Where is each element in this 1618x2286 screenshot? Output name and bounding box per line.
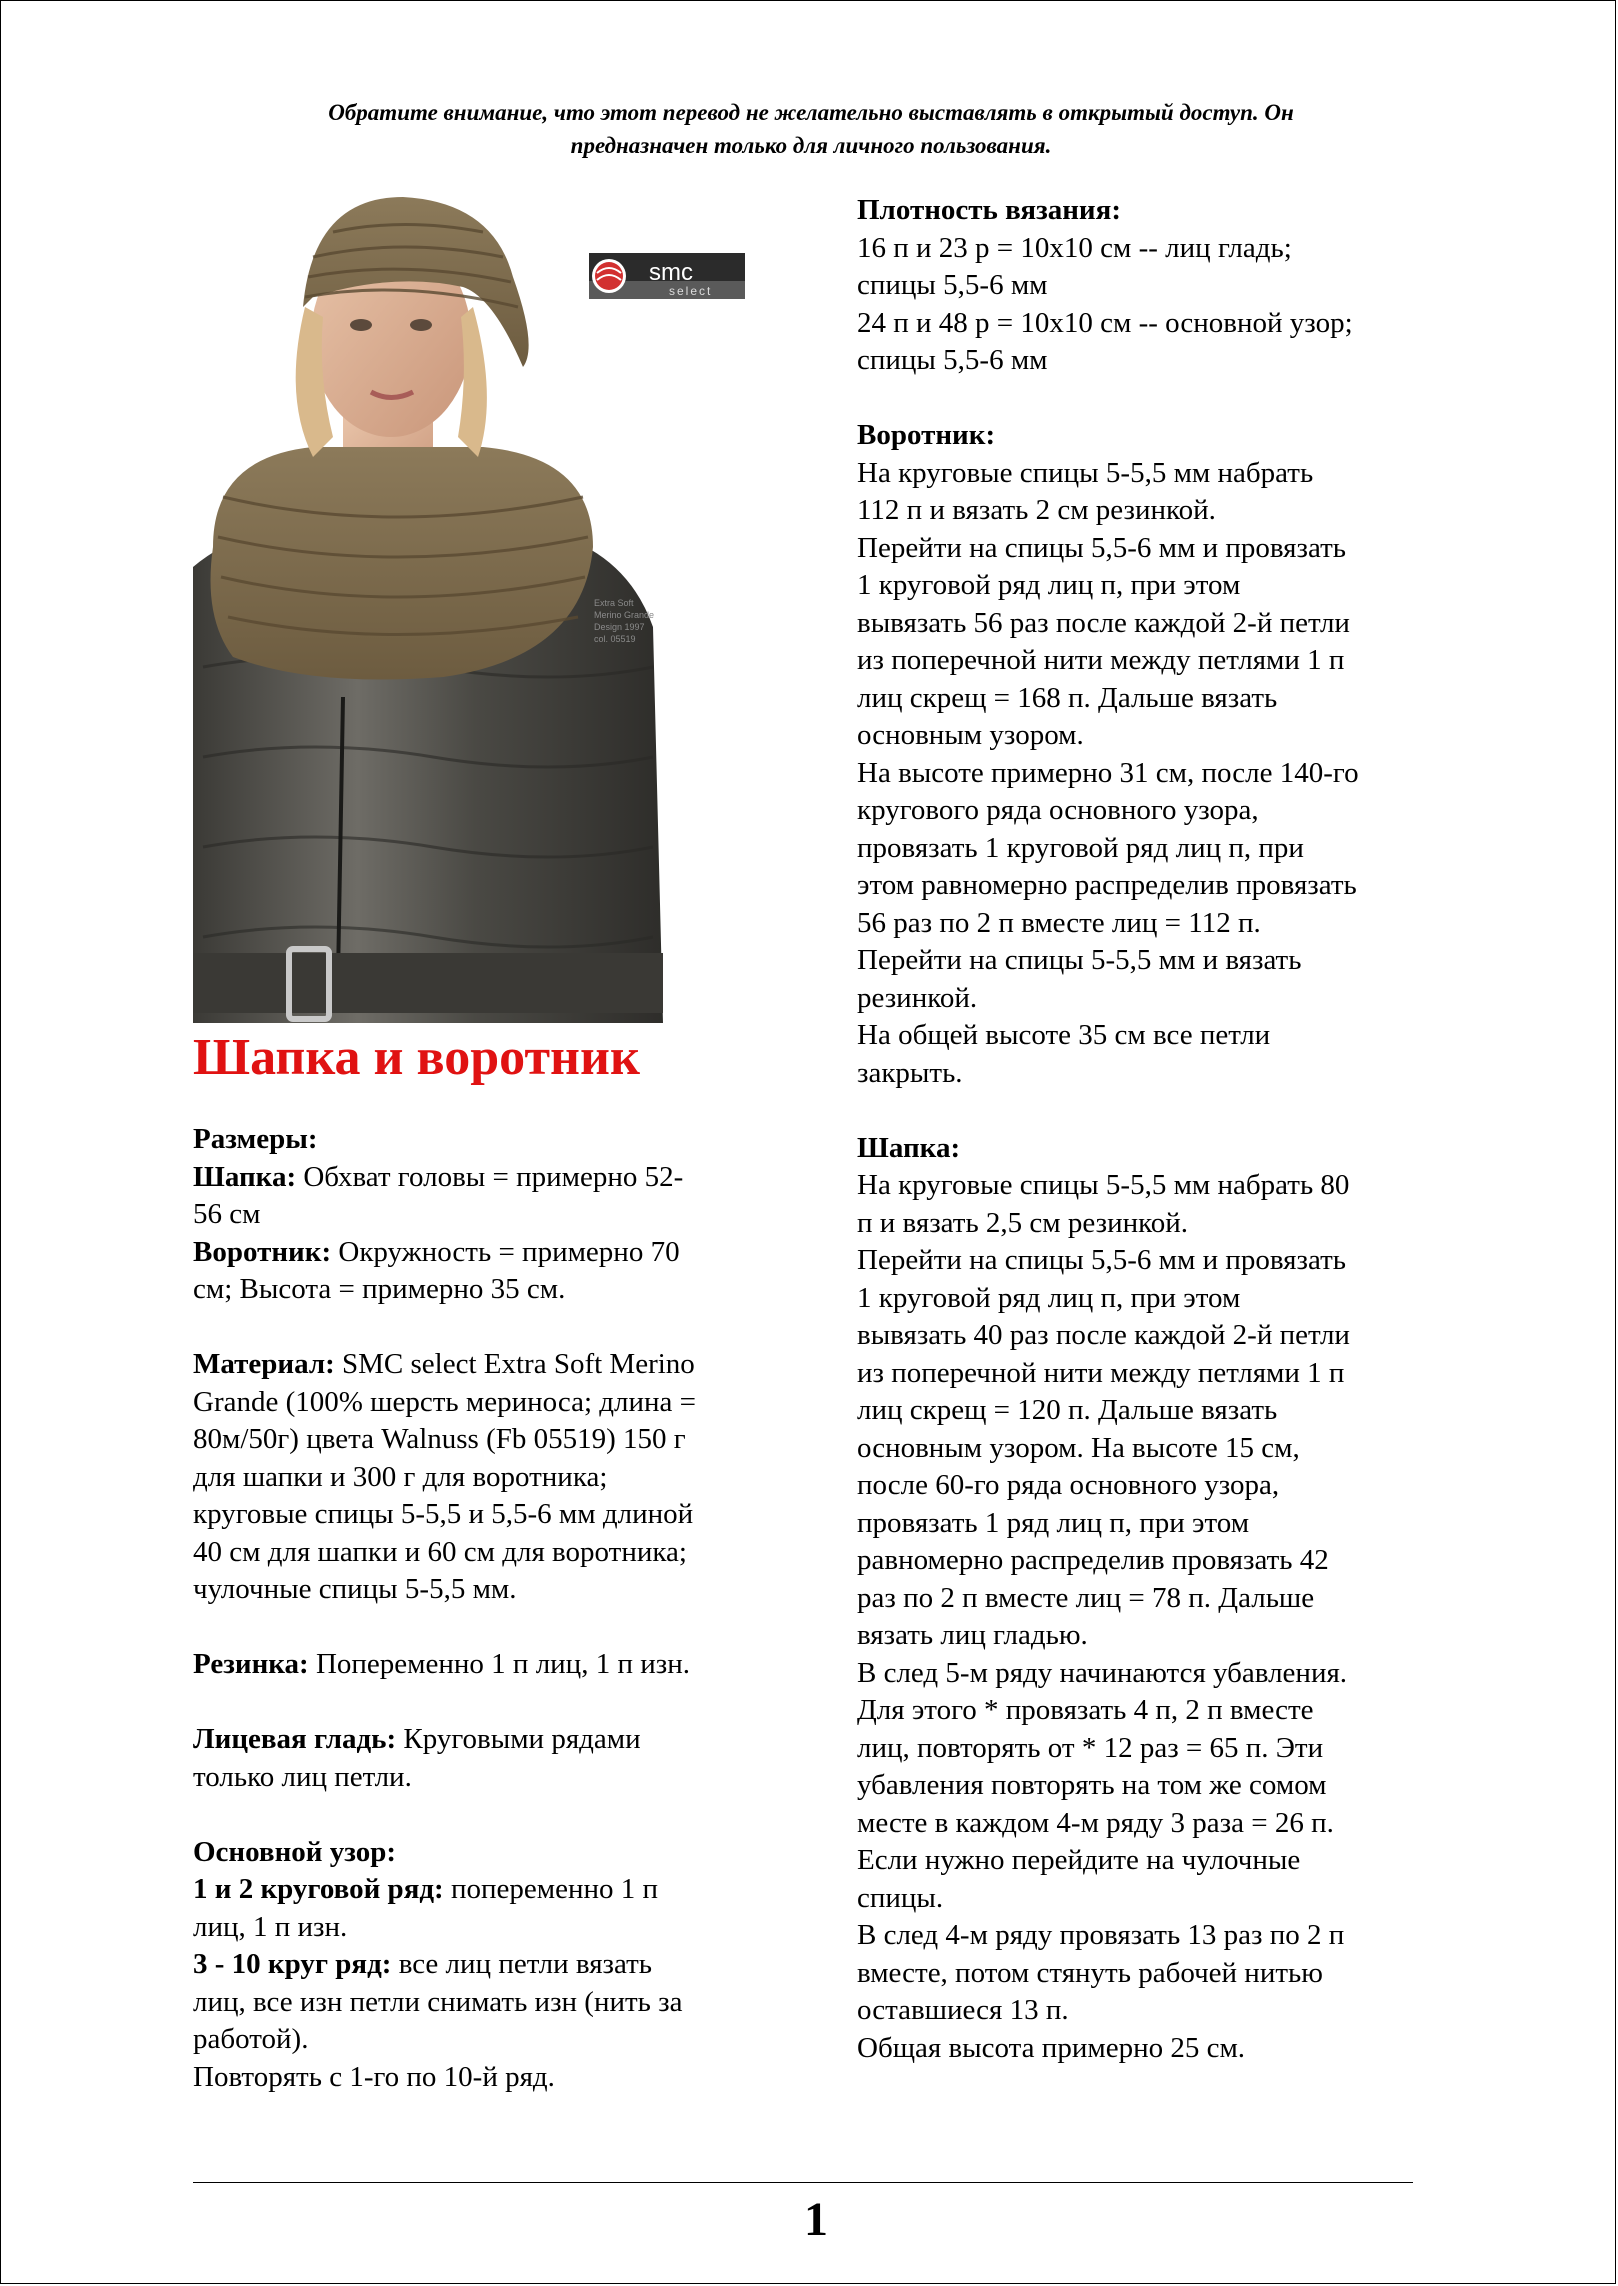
collar-instruction-line: резинкой. — [857, 981, 978, 1014]
caption-line: Merino Grande — [594, 610, 655, 620]
hat-instruction-line: основным узором. На высоте 15 см, — [857, 1431, 1300, 1464]
pattern-repeat: Повторять с 1-го по 10-й ряд. — [193, 2060, 555, 2093]
collar-heading: Воротник: — [857, 419, 996, 451]
collar-instruction-line: Перейти на спицы 5-5,5 мм и вязать — [857, 944, 1302, 976]
collar-instruction-line: этом равномерно распределив провязать — [857, 869, 1357, 901]
gauge-heading: Плотность вязания: — [857, 194, 1121, 226]
hat-instruction-line: Для этого * провязать 4 п, 2 п вместе — [857, 1694, 1314, 1726]
hat-instruction-line: вывязать 40 раз после каждой 2-й петли — [857, 1319, 1350, 1351]
hat-instruction-line: В след 4-м ряду провязать 13 раз по 2 п — [857, 1919, 1345, 1951]
hat-instruction-line: Общая высота примерно 25 см. — [857, 2031, 1246, 2064]
hat-instruction-line: после 60-го ряда основного узора, — [857, 1469, 1280, 1501]
pattern-row-3-10: 3 - 10 круг ряд: все лиц петли вязать — [193, 1948, 653, 1980]
smc-select-logo — [589, 253, 745, 299]
left-column — [193, 1121, 783, 2096]
gauge-line: спицы 5,5-6 мм — [857, 269, 1048, 301]
collar-instruction-line: 56 раз по 2 п вместе лиц = 112 п. — [857, 906, 1261, 939]
sizes-heading: Размеры: — [193, 1123, 318, 1155]
hat-instruction-line: В след 5-м ряду начинаются убавления. — [857, 1656, 1348, 1689]
hat-instruction-line: На круговые спицы 5-5,5 мм набрать 80 — [857, 1169, 1350, 1201]
collar-instruction-line: основным узором. — [857, 719, 1084, 751]
gauge-lines — [857, 230, 1457, 380]
hat-instruction-line: Если нужно перейдите на чулочные — [857, 1844, 1301, 1876]
stockinette-definition-cont: только лиц петли. — [193, 1760, 412, 1793]
hat-instruction-line: провязать 1 ряд лиц п, при этом — [857, 1506, 1250, 1539]
hat-instruction-line: раз по 2 п вместе лиц = 78 п. Дальше — [857, 1581, 1315, 1614]
material-line: 80м/50г) цвета Walnuss (Fb 05519) 150 г — [193, 1423, 686, 1455]
hat-instruction-line: убавления повторять на том же сомом — [857, 1769, 1327, 1801]
right-column — [857, 192, 1457, 2067]
hat-instruction-line: вместе, потом стянуть рабочей нитью — [857, 1956, 1323, 1989]
material-line: для шапки и 300 г для воротника; — [193, 1460, 608, 1493]
collar-instruction-line: лиц скрещ = 168 п. Дальше вязать — [857, 681, 1278, 714]
hat-instruction-line: вязать лиц гладью. — [857, 1619, 1088, 1651]
hat-instruction-line: лиц скрещ = 120 п. Дальше вязать — [857, 1394, 1278, 1426]
hat-size-cont: 56 см — [193, 1198, 261, 1230]
caption-line: Extra Soft — [594, 598, 634, 608]
pattern-heading: Основной узор: — [193, 1835, 397, 1868]
hat-instruction-line: Перейти на спицы 5,5-6 мм и провязать — [857, 1244, 1346, 1276]
caption-line: col. 05519 — [594, 634, 636, 644]
pattern-row-1-2: 1 и 2 круговой ряд: попеременно 1 п — [193, 1873, 659, 1905]
rib-definition: Резинка: Попеременно 1 п лиц, 1 п изн. — [193, 1648, 690, 1680]
hat-instruction-line: из поперечной нити между петлями 1 п — [857, 1356, 1345, 1389]
notice-line-1: Обратите внимание, что этот перевод не желательно выставлять в открытый доступ. Он — [328, 100, 1294, 125]
material-line: чулочные спицы 5-5,5 мм. — [193, 1573, 517, 1605]
page-title: Шапка и воротник — [193, 1029, 640, 1086]
hat-instruction-line: спицы. — [857, 1881, 944, 1914]
collar-instruction-line: На высоте примерно 31 см, после 140-го — [857, 756, 1359, 789]
logo-text: smc — [649, 259, 693, 286]
collar-instruction-line: На круговые спицы 5-5,5 мм набрать — [857, 456, 1314, 489]
gauge-line: 24 п и 48 р = 10х10 см -- основной узор; — [857, 306, 1353, 339]
hat-instruction-line: оставшиеся 13 п. — [857, 1994, 1069, 2026]
collar-instruction-line: вывязать 56 раз после каждой 2-й петли — [857, 606, 1350, 639]
collar-instruction-line: провязать 1 круговой ряд лиц п, при — [857, 831, 1304, 864]
pattern-row-3-10-cont: лиц, все изн петли снимать изн (нить за — [193, 1985, 683, 2018]
material-line: Grande (100% шерсть мериноса; длина = — [193, 1385, 697, 1418]
hat-instruction-line: лиц, повторять от * 12 раз = 65 п. Эти — [857, 1731, 1324, 1764]
hat-instruction-line: п и вязать 2,5 см резинкой. — [857, 1206, 1188, 1239]
gauge-line: 16 п и 23 р = 10х10 см -- лиц гладь; — [857, 231, 1292, 264]
material-line: 40 см для шапки и 60 см для воротника; — [193, 1535, 687, 1568]
footer-divider — [193, 2182, 1413, 2183]
collar-instructions — [857, 455, 1457, 1093]
collar-instruction-line: На общей высоте 35 см все петли — [857, 1019, 1271, 1051]
material-line: Материал: SMC select Extra Soft Merino — [193, 1348, 695, 1380]
collar-instruction-line: 112 п и вязать 2 см резинкой. — [857, 494, 1216, 526]
hat-instruction-line: равномерно распределив провязать 42 — [857, 1544, 1329, 1576]
collar-instruction-line: 1 круговой ряд лиц п, при этом — [857, 569, 1241, 601]
hat-instruction-line: месте в каждом 4-м ряду 3 раза = 26 п. — [857, 1806, 1334, 1839]
collar-instruction-line: закрыть. — [857, 1056, 963, 1089]
notice-line-2: предназначен только для личного пользования. — [570, 133, 1052, 158]
collar-size-cont: см; Высота = примерно 35 см. — [193, 1273, 566, 1305]
model-photo — [193, 197, 663, 1023]
stockinette-definition: Лицевая гладь: Круговыми рядами — [193, 1723, 641, 1755]
gauge-line: спицы 5,5-6 мм — [857, 344, 1048, 376]
caption-line: Design 1997 — [594, 622, 645, 632]
hat-instructions — [857, 1167, 1457, 2067]
collar-size: Воротник: Окружность = примерно 70 — [193, 1235, 680, 1268]
collar-instruction-line: кругового ряда основного узора, — [857, 794, 1259, 826]
pattern-row-3-10-cont: работой). — [193, 2023, 309, 2055]
hat-instruction-line: 1 круговой ряд лиц п, при этом — [857, 1281, 1241, 1314]
pattern-row-1-2-cont: лиц, 1 п изн. — [193, 1910, 348, 1943]
logo-subtext: select — [669, 284, 713, 298]
hat-size: Шапка: Обхват головы = примерно 52- — [193, 1160, 684, 1193]
notice — [181, 96, 1441, 162]
material-line: круговые спицы 5-5,5 и 5,5-6 мм длиной — [193, 1498, 694, 1530]
hat-heading: Шапка: — [857, 1131, 961, 1164]
collar-instruction-line: Перейти на спицы 5,5-6 мм и провязать — [857, 531, 1346, 564]
photo-caption — [594, 597, 684, 645]
page-number: 1 — [804, 2193, 828, 2246]
collar-instruction-line: из поперечной нити между петлями 1 п — [857, 644, 1345, 676]
